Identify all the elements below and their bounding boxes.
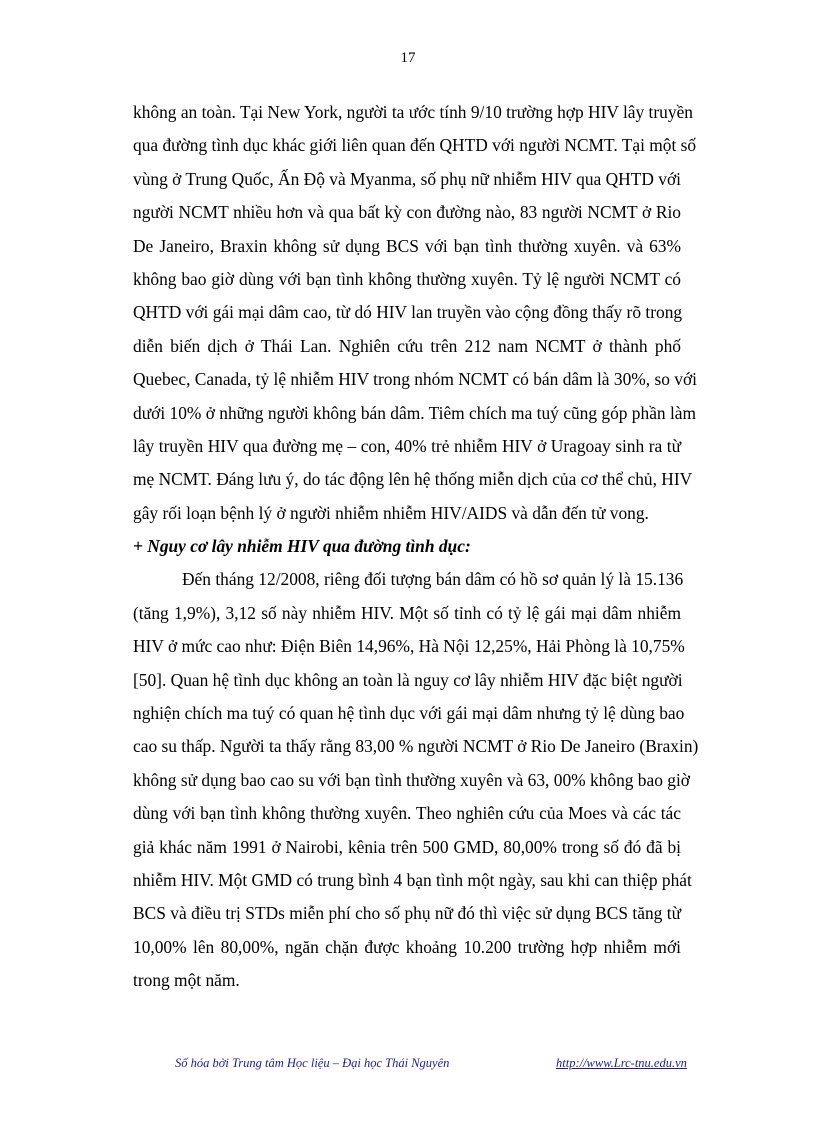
text-line: diễn biến dịch ở Thái Lan. Nghiên cứu trên 212 nam NCMT ở thành phố	[133, 335, 681, 356]
footer-link[interactable]: http://www.Lrc-tnu.edu.vn	[556, 1056, 687, 1070]
text-line: (tăng 1,9%), 3,12 số này nhiễm HIV. Một số tỉnh có tỷ lệ gái mại dâm nhiễm	[133, 602, 681, 623]
text-line: [50]. Quan hệ tình dục không an toàn là nguy cơ lây nhiễm HIV đặc biệt người	[133, 669, 683, 690]
text-line: gây rối loạn bệnh lý ở người nhiễm nhiễm HIV/AIDS và dẫn đến tử vong.	[133, 502, 649, 523]
text-line: mẹ NCMT. Đáng lưu ý, do tác động lên hệ thống miễn dịch của cơ thể chủ, HIV	[133, 469, 693, 490]
section-heading: + Nguy cơ lây nhiễm HIV qua đường tình dục:	[133, 536, 471, 557]
page-number: 17	[400, 50, 416, 66]
text-line: không bao giờ dùng với bạn tình không thường xuyên. Tỷ lệ người NCMT có	[133, 268, 681, 289]
text-line: giả khác năm 1991 ở Nairobi, kênia trên 500 GMD, 80,00% trong số đó đã bị	[133, 836, 681, 857]
text-line: cao su thấp. Người ta thấy rằng 83,00 % người NCMT ở Rio De Janeiro (Braxin)	[133, 736, 699, 757]
text-line: nhiễm HIV. Một GMD có trung bình 4 bạn tình một ngày, sau khi can thiệp phát	[133, 869, 692, 890]
footer-attribution: Số hóa bởi Trung tâm Học liệu – Đại học Thái Nguyên	[175, 1056, 450, 1070]
text-line: QHTD với gái mại dâm cao, từ dó HIV lan truyền vào cộng đồng thấy rõ trong	[133, 302, 683, 323]
text-line: dưới 10% ở những người không bán dâm. Tiêm chích ma tuý cũng góp phần làm	[133, 402, 697, 423]
text-line: trong một năm.	[133, 970, 240, 991]
text-line: qua đường tình dục khác giới liên quan đến QHTD với người NCMT. Tại một số	[133, 135, 697, 156]
text-line: Quebec, Canada, tỷ lệ nhiễm HIV trong nhóm NCMT có bán dâm là 30%, so với	[133, 369, 697, 390]
text-line: Đến tháng 12/2008, riêng đối tượng bán dâm có hồ sơ quản lý là 15.136	[182, 569, 684, 590]
text-line: De Janeiro, Braxin không sử dụng BCS với bạn tình thường xuyên. và 63%	[133, 235, 681, 256]
text-line: 10,00% lên 80,00%, ngăn chặn được khoảng 10.200 trường hợp nhiễm mới	[133, 936, 681, 957]
text-line: vùng ở Trung Quốc, Ấn Độ và Myanma, số phụ nữ nhiễm HIV qua QHTD với	[133, 168, 681, 189]
text-line: nghiện chích ma tuý có quan hệ tình dục với gái mại dâm nhưng tỷ lệ dùng bao	[133, 703, 685, 724]
text-line: không sử dụng bao cao su với bạn tình thường xuyên và 63, 00% không bao giờ	[133, 769, 690, 790]
text-line: BCS và điều trị STDs miễn phí cho số phụ nữ đó thì việc sử dụng BCS tăng từ	[133, 903, 681, 924]
text-line: lây truyền HIV qua đường mẹ – con, 40% trẻ nhiễm HIV ở Uragoay sinh ra từ	[133, 435, 681, 456]
body-text	[133, 96, 699, 998]
text-line: người NCMT nhiều hơn và qua bất kỳ con đường nào, 83 người NCMT ở Rio	[133, 202, 681, 223]
page-footer	[0, 1056, 816, 1076]
text-line: không an toàn. Tại New York, người ta ước tính 9/10 trường hợp HIV lây truyền	[133, 102, 693, 122]
text-line: HIV ở mức cao như: Điện Biên 14,96%, Hà Nội 12,25%, Hải Phòng là 10,75%	[133, 636, 685, 657]
text-line: dùng với bạn tình không thường xuyên. Theo nghiên cứu của Moes và các tác	[133, 803, 681, 824]
